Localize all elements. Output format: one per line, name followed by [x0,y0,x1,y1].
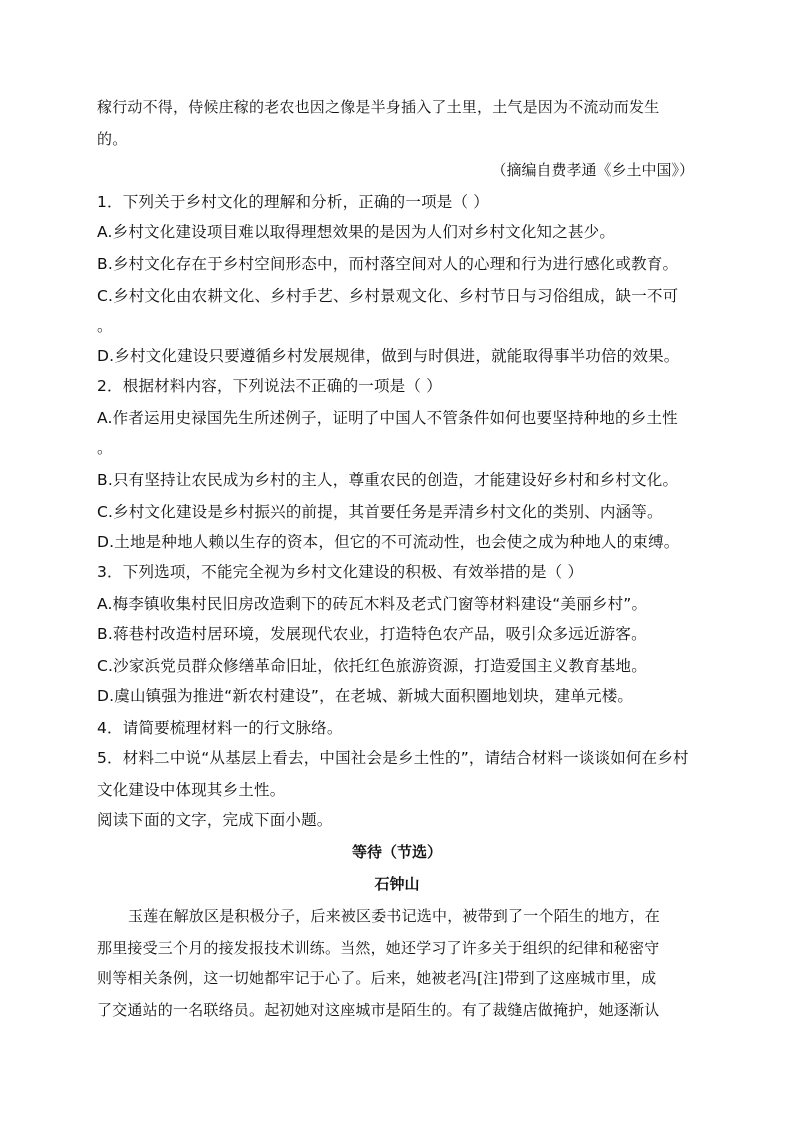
story-paragraph-line: 玉莲在解放区是积极分子，后来被区委书记选中，被带到了一个陌生的地方，在 [128,907,661,925]
story-paragraph-line: 则等相关条例，这一切她都牢记于心了。后来，她被老冯[注]带到了这座城市里，成 [97,969,657,987]
question-2-option-a-tail: 。 [97,439,113,457]
question-1-option-c-tail: 。 [97,317,113,335]
reading-instruction: 阅读下面的文字，完成下面小题。 [97,811,333,829]
story-author: 石钟山 [374,875,420,893]
question-5-stem-line1: 5．材料二中说“从基层上看去，中国社会是乡土性的”，请结合材料一谈谈如何在乡村 [97,749,689,767]
question-1-option-a: A.乡村文化建设项目难以取得理想效果的是因为人们对乡村文化知之甚少。 [97,223,616,241]
question-4-stem: 4．请简要梳理材料一的行文脉络。 [97,719,343,737]
story-paragraph-line: 了交通站的一名联络员。起初她对这座城市是陌生的。有了裁缝店做掩护，她逐渐认 [97,1001,660,1019]
question-3-option-c: C.沙家浜党员群众修缮革命旧址，依托红色旅游资源，打造爱国主义教育基地。 [97,657,647,675]
passage-source: （摘编自费孝通《乡土中国》） [491,161,694,179]
story-paragraph-line: 那里接受三个月的接发报技术训练。当然，她还学习了许多关于组织的纪律和秘密守 [97,939,660,957]
passage-line: 稼行动不得，侍候庄稼的老农也因之像是半身插入了土里，土气是因为不流动而发生 [97,98,660,116]
story-title: 等待（节选） [351,843,442,861]
question-3-option-a: A.梅李镇收集村民旧房改造剩下的砖瓦木料及老式门窗等材料建设“美丽乡村”。 [97,595,648,613]
question-1-option-b: B.乡村文化存在于乡村空间形态中，而村落空间对人的心理和行为进行感化或教育。 [97,255,679,273]
passage-line: 的。 [97,130,128,148]
question-3-stem: 3．下列选项，不能完全视为乡村文化建设的积极、有效举措的是（ ） [97,563,584,581]
question-2-stem: 2．根据材料内容，下列说法不正确的一项是（ ） [97,377,442,395]
question-1-stem: 1．下列关于乡村文化的理解和分析，正确的一项是（ ） [97,193,489,211]
question-1-option-d: D.乡村文化建设只要遵循乡村发展规律，做到与时俱进，就能取得事半功倍的效果。 [97,347,680,365]
question-3-option-d: D.虞山镇强为推进“新农村建设”，在老城、新城大面积圈地划块，建单元楼。 [97,687,634,705]
question-3-option-b: B.蒋巷村改造村居环境，发展现代农业，打造特色农产品，吸引众多远近游客。 [97,625,647,643]
question-2-option-c: C.乡村文化建设是乡村振兴的前提，其首要任务是弄清乡村文化的类别、内涵等。 [97,503,663,521]
question-2-option-d: D.土地是种地人赖以生存的资本，但它的不可流动性，也会使之成为种地人的束缚。 [97,533,680,551]
question-1-option-c: C.乡村文化由农耕文化、乡村手艺、乡村景观文化、乡村节日与习俗组成，缺一不可 [97,287,679,305]
question-5-stem-line2: 文化建设中体现其乡土性。 [97,781,286,799]
question-2-option-a: A.作者运用史禄国先生所述例子，证明了中国人不管条件如何也要坚持种地的乡土性 [97,409,678,427]
question-2-option-b: B.只有坚持让农民成为乡村的主人，尊重农民的创造，才能建设好乡村和乡村文化。 [97,471,679,489]
